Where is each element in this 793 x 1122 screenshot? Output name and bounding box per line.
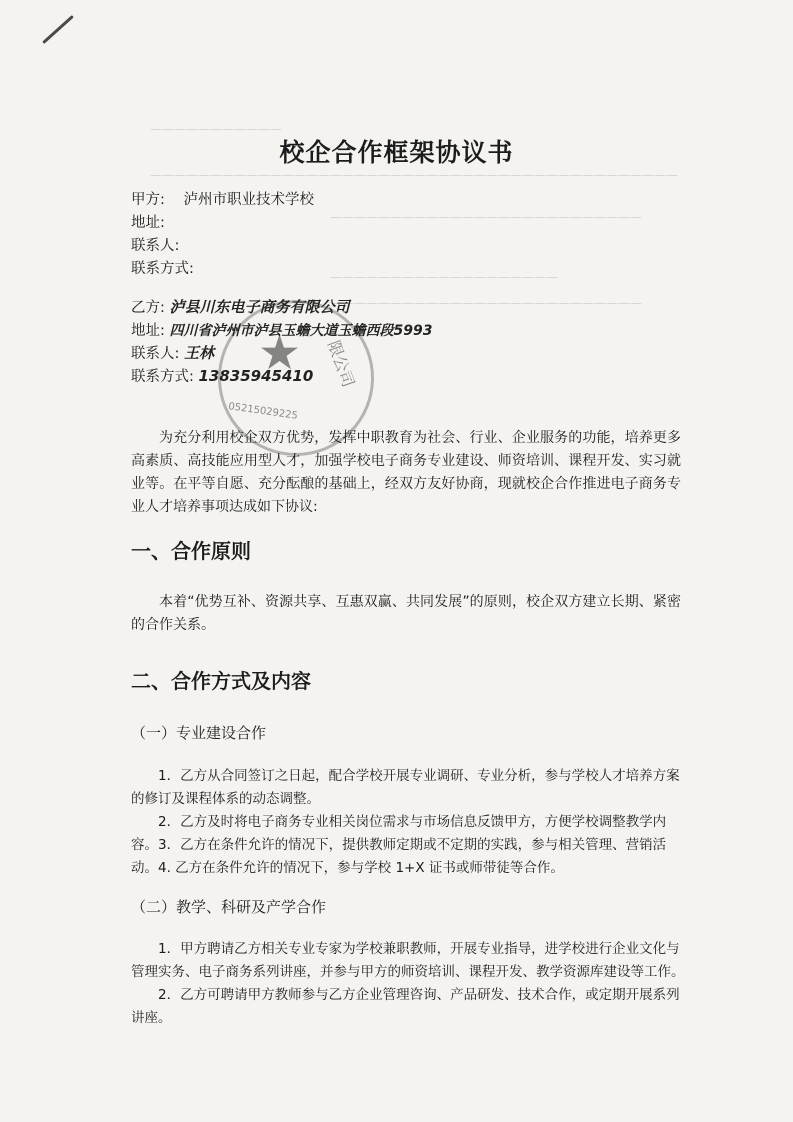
party-a-name: 泸州市职业技术学校 xyxy=(183,192,314,208)
list-item: 4. 乙方在条件允许的情况下，参与学校 1+X 证书或师带徒等合作。 xyxy=(158,860,564,876)
staple-mark xyxy=(42,15,74,44)
party-a-phone-label: 联系方式: xyxy=(131,261,194,277)
party-b-phone-label: 联系方式: xyxy=(131,369,194,385)
seal-star-icon: ★ xyxy=(258,325,302,381)
bleed-through: ——————————————————— xyxy=(330,270,558,284)
party-b-contact-row xyxy=(131,342,214,363)
party-a-contact-label: 联系人: xyxy=(131,238,180,254)
bleed-through: —————————————————————————— xyxy=(330,296,642,310)
party-a-name-row xyxy=(131,188,314,209)
subsection-2-heading: （二）教学、科研及产学合作 xyxy=(131,898,327,916)
intro-paragraph: 为充分利用校企双方优势，发挥中职教育为社会、行业、企业服务的功能，培养更多高素质、高技能应用型人才，加强学校电子商务专业建设、师资培训、课程开发、实习就业等。在平等自愿、充分酝酿的基础上，经双方友好协商，现就校企合作推进电子商务专业人才培养事项达成如下协议: xyxy=(131,430,681,515)
bleed-through: ———————————————————————————————————————————— xyxy=(150,168,678,182)
bleed-through: —————————————————————————— xyxy=(330,210,642,224)
section-1-body: 本着“优势互补、资源共享、互惠双赢、共同发展”的原则，校企双方建立长期、紧密的合作关系。 xyxy=(131,594,681,633)
party-b-address-label: 地址: xyxy=(131,323,165,339)
subsection-1-heading: （一）专业建设合作 xyxy=(131,724,267,742)
party-a-address-label: 地址: xyxy=(131,215,165,231)
document-title: 校企合作框架协议书 xyxy=(279,138,514,167)
list-item: 2．乙方及时将电子商务专业相关岗位需求与市场信息反馈甲方，方便学校调整教学内容。 xyxy=(131,814,667,853)
party-a-name-label: 甲方: xyxy=(131,192,165,208)
list-item: 2．乙方可聘请甲方教师参与乙方企业管理咨询、产品研发、技术合作，或定期开展系列讲座。 xyxy=(131,987,680,1026)
seal-serial: 05215029225 xyxy=(227,401,299,422)
bleed-through: ——————————— xyxy=(150,122,282,136)
section-2-heading: 二、合作方式及内容 xyxy=(131,669,311,693)
party-b-address-row xyxy=(131,319,432,340)
section-1-heading: 一、合作原则 xyxy=(131,539,251,563)
party-b-phone: 13835945410 xyxy=(198,367,314,385)
party-b-phone-row xyxy=(131,365,313,386)
list-item: 3．乙方在条件允许的情况下，提供教师定期或不定期的实践，参与相关管理、营销活动。 xyxy=(131,837,667,876)
seal-arc-text: 限公司 xyxy=(323,338,359,390)
party-b-address: 四川省泸州市泸县玉蟾大道玉蟾西段5993 xyxy=(169,323,433,339)
party-b-name: 泸县川东电子商务有限公司 xyxy=(169,298,350,316)
party-b-name-row xyxy=(131,296,350,317)
party-b-name-label: 乙方: xyxy=(131,300,165,316)
list-item: 1．乙方从合同签订之日起，配合学校开展专业调研、专业分析，参与学校人才培养方案的修订及课程体系的动态调整。 xyxy=(131,768,680,807)
list-item: 1．甲方聘请乙方相关专业专家为学校兼职教师，开展专业指导，进学校进行企业文化与管理实务、电子商务系列讲座，并参与甲方的师资培训、课程开发、教学资源库建设等工作。 xyxy=(131,941,685,980)
party-b-contact: 王林 xyxy=(184,344,215,362)
party-b-contact-label: 联系人: xyxy=(131,346,180,362)
